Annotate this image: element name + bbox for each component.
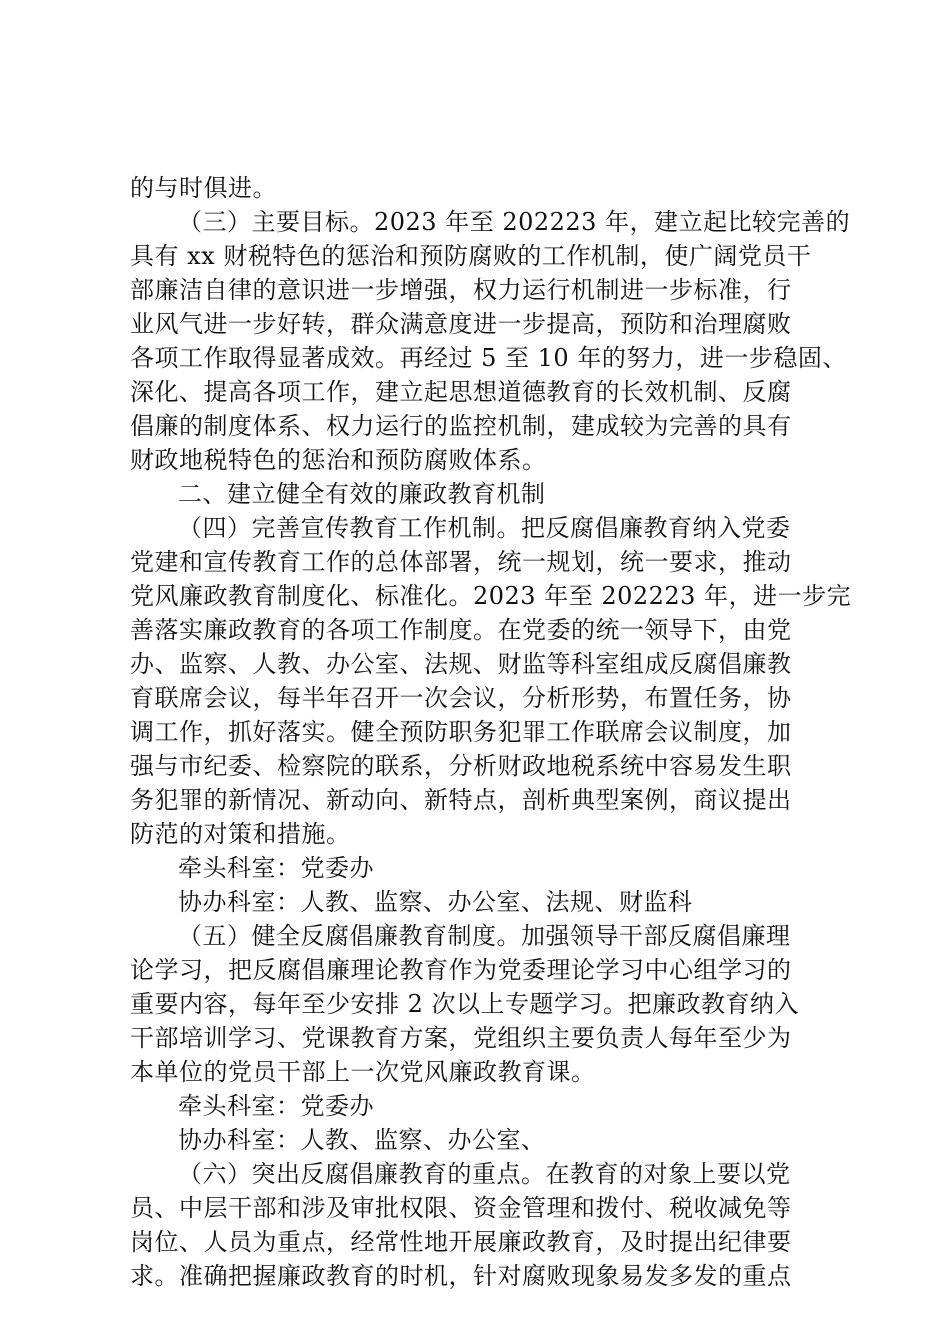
text-line: 部廉洁自律的意识进一步增强，权力运行机制进一步标准，行 bbox=[130, 276, 792, 304]
text-line: 办、监察、人教、办公室、法规、财监等科室组成反腐倡廉教 bbox=[130, 650, 792, 678]
text-line: 员、中层干部和涉及审批权限、资金管理和拨付、税收减免等 bbox=[130, 1194, 792, 1222]
assist-departments: 协办科室：人教、监察、办公室、法规、财监科 bbox=[178, 888, 693, 916]
lead-department: 牵头科室：党委办 bbox=[178, 1092, 374, 1120]
text-line: 务犯罪的新情况、新动向、新特点，剖析典型案例，商议提出 bbox=[130, 786, 792, 814]
text-line: 论学习，把反腐倡廉理论教育作为党委理论学习中心组学习的 bbox=[130, 956, 792, 984]
text-line: 调工作，抓好落实。健全预防职务犯罪工作联席会议制度，加 bbox=[130, 718, 792, 746]
text-line: 党风廉政教育制度化、标准化。2023 年至 202223 年，进一步完 bbox=[130, 582, 852, 610]
text-line: 干部培训学习、党课教育方案，党组织主要负责人每年至少为 bbox=[130, 1024, 792, 1052]
text-line: 育联席会议，每半年召开一次会议，分析形势，布置任务，协 bbox=[130, 684, 792, 712]
text-line: 善落实廉政教育的各项工作制度。在党委的统一领导下，由党 bbox=[130, 616, 792, 644]
text-line: （六）突出反腐倡廉教育的重点。在教育的对象上要以党 bbox=[178, 1160, 791, 1188]
text-line: 防范的对策和措施。 bbox=[130, 820, 351, 848]
text-line: （三）主要目标。2023 年至 202223 年，建立起比较完善的 bbox=[178, 208, 851, 236]
text-line: 业风气进一步好转，群众满意度进一步提高，预防和治理腐败 bbox=[130, 310, 792, 338]
text-line: 的与时俱进。 bbox=[130, 174, 277, 202]
text-line: （五）健全反腐倡廉教育制度。加强领导干部反腐倡廉理 bbox=[178, 922, 791, 950]
text-line: （四）完善宣传教育工作机制。把反腐倡廉教育纳入党委 bbox=[178, 514, 791, 542]
assist-departments: 协办科室：人教、监察、办公室、 bbox=[178, 1126, 546, 1154]
text-line: 求。准确把握廉政教育的时机，针对腐败现象易发多发的重点 bbox=[130, 1262, 792, 1290]
text-line: 倡廉的制度体系、权力运行的监控机制，建成较为完善的具有 bbox=[130, 412, 792, 440]
text-line: 强与市纪委、检察院的联系，分析财政地税系统中容易发生职 bbox=[130, 752, 792, 780]
text-line: 岗位、人员为重点，经常性地开展廉政教育，及时提出纪律要 bbox=[130, 1228, 792, 1256]
text-line: 党建和宣传教育工作的总体部署，统一规划，统一要求，推动 bbox=[130, 548, 792, 576]
text-line: 深化、提高各项工作，建立起思想道德教育的长效机制、反腐 bbox=[130, 378, 792, 406]
text-line: 具有 xx 财税特色的惩治和预防腐败的工作机制，使广阔党员干 bbox=[130, 242, 812, 270]
text-line: 各项工作取得显著成效。再经过 5 至 10 年的努力，进一步稳固、 bbox=[130, 344, 847, 372]
text-line: 重要内容，每年至少安排 2 次以上专题学习。把廉政教育纳入 bbox=[130, 990, 800, 1018]
text-line: 财政地税特色的惩治和预防腐败体系。 bbox=[130, 446, 547, 474]
lead-department: 牵头科室：党委办 bbox=[178, 854, 374, 882]
section-heading: 二、建立健全有效的廉政教育机制 bbox=[178, 480, 546, 508]
text-line: 本单位的党员干部上一次党风廉政教育课。 bbox=[130, 1058, 596, 1086]
